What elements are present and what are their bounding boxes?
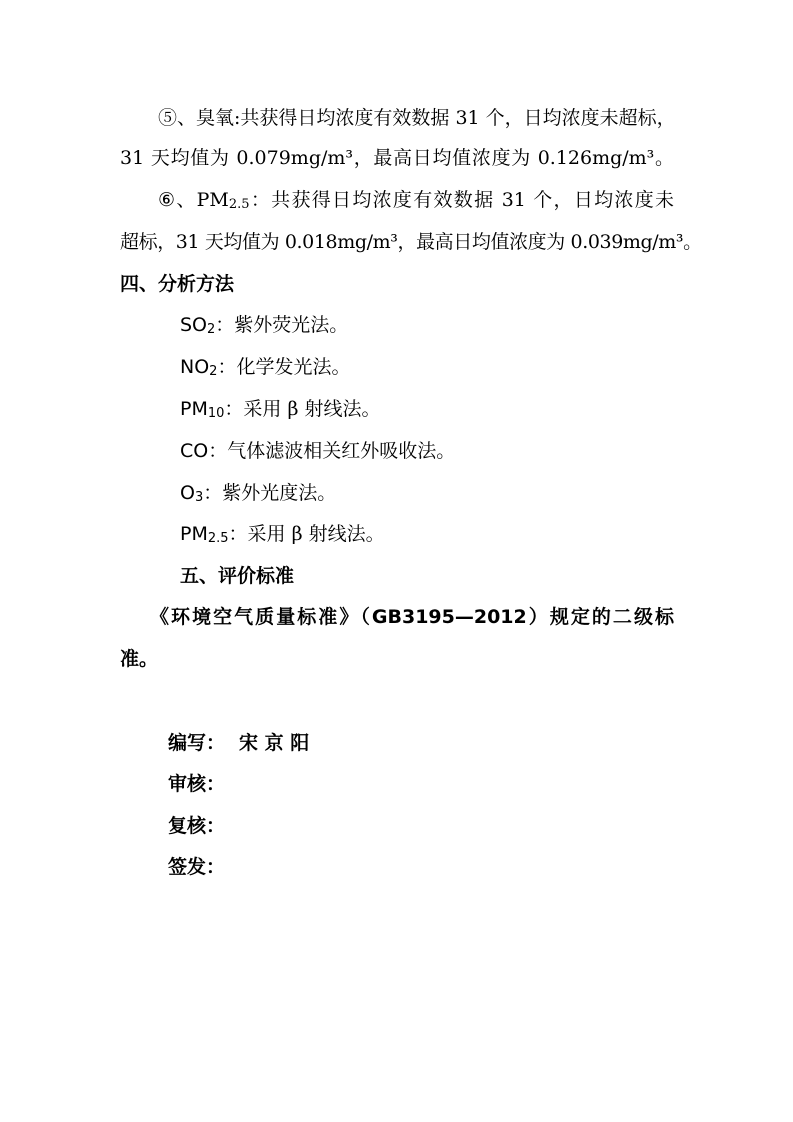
method-o3-text: ：紫外光度法。 bbox=[203, 482, 337, 504]
method-so2 bbox=[180, 313, 348, 337]
pm25-line1-text: ：共获得日均浓度有效数据 31 个，日均浓度未 bbox=[249, 189, 674, 211]
method-pm25-text: ：采用 β 射线法。 bbox=[228, 523, 385, 545]
method-pm10-text: ：采用 β 射线法。 bbox=[224, 398, 381, 420]
method-o3-formula: O bbox=[180, 482, 195, 504]
author-label: 编写： bbox=[168, 732, 226, 754]
method-no2-sub: 2 bbox=[209, 364, 218, 379]
review-label: 审核： bbox=[168, 773, 226, 795]
author-name: 宋 京 阳 bbox=[239, 732, 310, 754]
method-pm10-formula: PM bbox=[180, 398, 208, 420]
issue-label: 签发： bbox=[168, 856, 226, 878]
method-o3 bbox=[180, 481, 336, 505]
method-so2-formula: SO bbox=[180, 314, 208, 336]
standard-line-1: 《环境空气质量标准》（GB3195—2012）规定的二级标 bbox=[150, 606, 674, 628]
method-so2-sub: 2 bbox=[207, 322, 216, 337]
method-o3-sub: 3 bbox=[194, 490, 204, 505]
method-pm25-sub: 2.5 bbox=[207, 531, 229, 546]
pm25-subscript: 2.5 bbox=[228, 197, 250, 212]
pm25-prefix: ⑥、PM bbox=[158, 189, 229, 211]
method-no2-formula: NO bbox=[180, 356, 210, 378]
section-4-heading: 四、分析方法 bbox=[120, 273, 235, 295]
method-pm10-sub: 10 bbox=[207, 406, 225, 421]
pm25-paragraph-line-2: 超标，31 天均值为 0.018mg/m³，最高日均值浓度为 0.039mg/m³。 bbox=[120, 231, 702, 253]
method-so2-text: ：紫外荧光法。 bbox=[215, 314, 349, 336]
method-co-formula: CO bbox=[180, 440, 209, 462]
method-no2 bbox=[180, 355, 350, 379]
standard-line-2: 准。 bbox=[120, 648, 159, 670]
method-pm25-formula: PM bbox=[180, 523, 208, 545]
method-co bbox=[180, 439, 455, 463]
ozone-paragraph-line-1: ⑤、臭氧:共获得日均浓度有效数据 31 个，日均浓度未超标， bbox=[158, 107, 676, 129]
section-5-heading: 五、评价标准 bbox=[180, 565, 295, 587]
method-co-text: ：气体滤波相关红外吸收法。 bbox=[208, 440, 456, 462]
author-row bbox=[168, 731, 309, 755]
ozone-paragraph-line-2: 31 天均值为 0.079mg/m³，最高日均值浓度为 0.126mg/m³。 bbox=[120, 147, 674, 169]
method-pm25 bbox=[180, 522, 385, 546]
method-no2-text: ：化学发光法。 bbox=[217, 356, 351, 378]
pm25-paragraph-line-1 bbox=[158, 188, 674, 212]
recheck-label: 复核： bbox=[168, 815, 226, 837]
method-pm10 bbox=[180, 397, 380, 421]
